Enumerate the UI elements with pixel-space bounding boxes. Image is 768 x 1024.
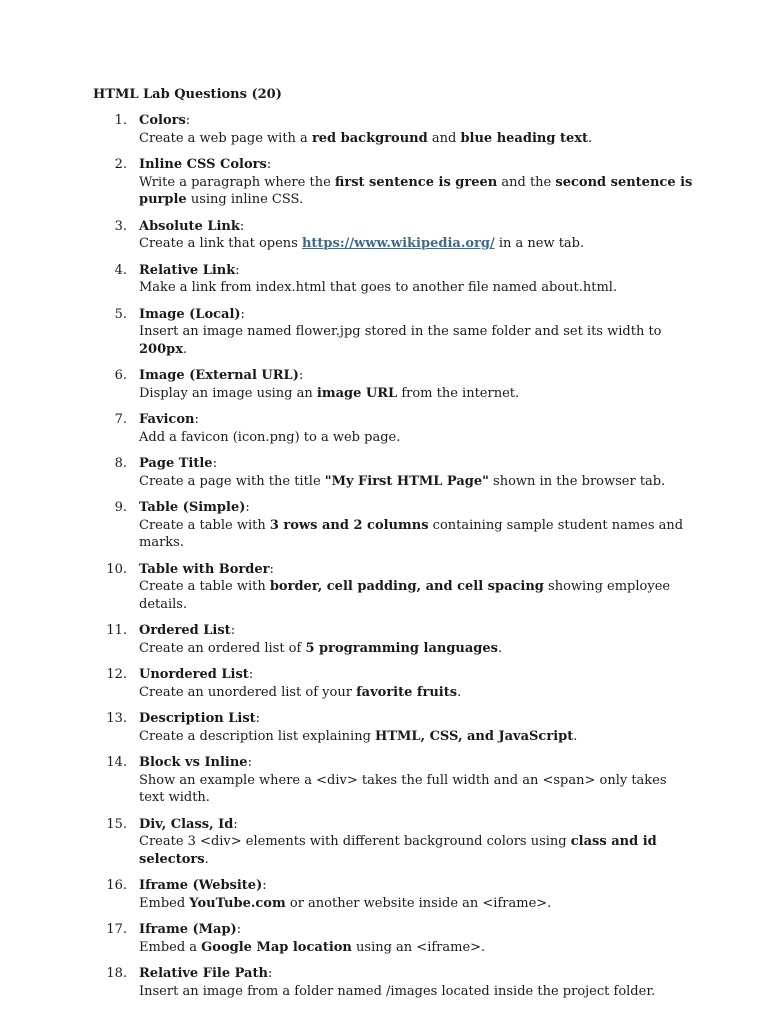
body-text: Create a web page with a (139, 130, 312, 146)
emphasis-text: image URL (316, 385, 398, 401)
body-text: Write a paragraph where the (139, 174, 335, 190)
question-number: 2. (114, 157, 127, 172)
question-body (139, 833, 693, 868)
question-number: 17. (106, 922, 127, 937)
question-body (139, 174, 693, 209)
body-text: or another website inside an <iframe>. (285, 895, 552, 911)
body-text: shown in the browser tab. (488, 473, 666, 489)
question-body (139, 130, 693, 148)
question-title: Relative Link (139, 262, 236, 278)
question-item (93, 367, 693, 402)
question-title-colon: : (245, 500, 250, 515)
body-text: using inline CSS. (186, 192, 304, 207)
question-item (93, 561, 693, 614)
emphasis-text: "My First HTML Page" (324, 473, 489, 489)
question-body (139, 895, 693, 913)
question-title-colon: : (235, 262, 240, 278)
body-text: Create a table with (139, 517, 270, 533)
question-title: Unordered List (139, 667, 249, 682)
body-text: . (204, 851, 209, 867)
question-title-colon: : (230, 623, 236, 638)
question-item (93, 218, 693, 253)
body-text: Embed (139, 895, 190, 911)
emphasis-text: 200px (139, 341, 183, 357)
question-title: Div, Class, Id (139, 816, 234, 832)
question-body (139, 473, 693, 491)
question-title: Image (External URL) (139, 368, 299, 383)
question-item (93, 816, 693, 869)
question-item (93, 306, 693, 359)
question-title-colon: : (248, 667, 254, 682)
body-text: Create a table with (139, 579, 270, 594)
question-title: Block vs Inline (139, 755, 248, 770)
question-item (93, 411, 693, 446)
question-body (139, 517, 693, 552)
question-title-colon: : (233, 816, 238, 832)
question-title-colon: : (269, 561, 274, 577)
question-body (139, 684, 693, 702)
question-number: 6. (114, 368, 127, 383)
question-title-colon: : (266, 157, 272, 172)
question-body (139, 939, 693, 957)
question-item (93, 156, 693, 209)
emphasis-text: second sentence is purple (139, 174, 693, 207)
question-number: 10. (106, 561, 127, 577)
body-text: showing employee details. (139, 579, 671, 612)
question-item (93, 112, 693, 147)
question-title: Favicon (139, 412, 195, 427)
question-title: Table (Simple) (139, 500, 246, 515)
question-number: 11. (106, 623, 127, 638)
body-text: Insert an image from a folder named /images located inside the project folder. (139, 983, 656, 999)
question-number: 9. (114, 500, 127, 515)
question-title: Page Title (139, 456, 213, 471)
question-title: Colors (139, 113, 186, 128)
question-title-colon: : (298, 368, 304, 383)
question-title: Image (Local) (139, 306, 241, 322)
question-body (139, 429, 693, 447)
question-title-colon: : (194, 412, 199, 427)
body-text: . (497, 640, 503, 656)
question-number: 8. (114, 456, 127, 471)
question-item (93, 499, 693, 552)
question-body (139, 983, 693, 1001)
emphasis-text: first sentence is green (334, 174, 498, 190)
emphasis-text: 3 rows and 2 columns (269, 517, 429, 533)
body-text: Insert an image named flower.jpg stored in the same folder and set its width to (139, 324, 662, 339)
question-number: 13. (106, 711, 127, 726)
question-body (139, 640, 693, 658)
question-number: 7. (114, 412, 127, 427)
body-text: Create an unordered list of your (139, 684, 357, 700)
question-title: Absolute Link (139, 218, 240, 234)
body-text: using an <iframe>. (351, 939, 486, 955)
question-item (93, 965, 693, 1000)
question-title-colon: : (267, 966, 273, 981)
question-body (139, 323, 693, 358)
body-text: Create a description list explaining (139, 728, 376, 744)
body-text: Create 3 <div> elements with different background colors using (139, 834, 571, 849)
question-body (139, 772, 693, 807)
body-text: Create a link that opens (139, 236, 302, 251)
document-title: HTML Lab Questions (20) (93, 87, 282, 102)
question-title: Table with Border (139, 561, 270, 577)
question-item (93, 754, 693, 807)
body-text: . (457, 684, 462, 700)
question-number: 4. (114, 262, 127, 278)
body-text: Embed a (139, 939, 202, 955)
question-title-colon: : (212, 456, 217, 471)
question-number: 16. (106, 878, 127, 893)
question-title-colon: : (262, 878, 267, 893)
emphasis-text: class and id selectors (139, 834, 657, 867)
question-item (93, 262, 693, 297)
question-number: 14. (106, 755, 127, 770)
question-number: 15. (106, 816, 127, 832)
question-title-colon: : (247, 755, 252, 770)
body-text: from the internet. (397, 385, 520, 401)
emphasis-text: blue heading text (460, 130, 588, 146)
emphasis-text: 5 programming languages (305, 640, 498, 656)
question-item (93, 622, 693, 657)
body-text: Make a link from index.html that goes to another file named about.html. (139, 280, 618, 295)
body-text: and the (497, 174, 556, 190)
body-text: Add a favicon (icon.png) to a web page. (139, 429, 401, 445)
body-text: containing sample student names and marks. (139, 517, 684, 550)
question-body (139, 235, 693, 253)
question-item (93, 455, 693, 490)
question-title-colon: : (239, 218, 245, 234)
emphasis-text: favorite fruits (356, 684, 458, 700)
body-text: and (427, 130, 461, 146)
document-page (93, 86, 693, 1009)
question-title: Inline CSS Colors (139, 157, 267, 172)
emphasis-text: red background (311, 130, 428, 146)
body-text: . (588, 130, 593, 146)
external-link[interactable]: https://www.wikipedia.org/ (301, 236, 495, 251)
question-title: Iframe (Map) (139, 922, 237, 937)
question-body (139, 279, 693, 297)
emphasis-text: border, cell padding, and cell spacing (269, 579, 544, 594)
body-text: Display an image using an (139, 385, 317, 401)
question-number: 12. (106, 667, 127, 682)
question-item (93, 877, 693, 912)
question-body (139, 578, 693, 613)
question-number: 3. (114, 218, 127, 234)
emphasis-text: Google Map location (201, 939, 352, 955)
question-title: Iframe (Website) (139, 878, 263, 893)
emphasis-text: HTML, CSS, and JavaScript (375, 728, 574, 744)
question-title-colon: : (240, 306, 245, 322)
emphasis-text: YouTube.com (189, 895, 286, 911)
question-number: 5. (114, 306, 127, 322)
question-item (93, 666, 693, 701)
question-number: 1. (114, 113, 127, 128)
question-title: Relative File Path (139, 966, 268, 981)
question-body (139, 728, 693, 746)
question-title-colon: : (185, 113, 191, 128)
question-title-colon: : (255, 711, 261, 726)
question-item (93, 710, 693, 745)
question-list (93, 112, 693, 1000)
question-title: Ordered List (139, 623, 231, 638)
body-text: Create an ordered list of (139, 640, 306, 656)
body-text: in a new tab. (494, 236, 585, 251)
body-text: Show an example where a <div> takes the full width and an <span> only takes text width. (139, 772, 667, 805)
body-text: . (573, 728, 578, 744)
question-number: 18. (106, 966, 127, 981)
question-title-colon: : (236, 922, 242, 937)
body-text: . (182, 341, 188, 357)
question-body (139, 385, 693, 403)
question-title: Description List (139, 711, 256, 726)
body-text: Create a page with the title (139, 473, 325, 489)
question-item (93, 921, 693, 956)
